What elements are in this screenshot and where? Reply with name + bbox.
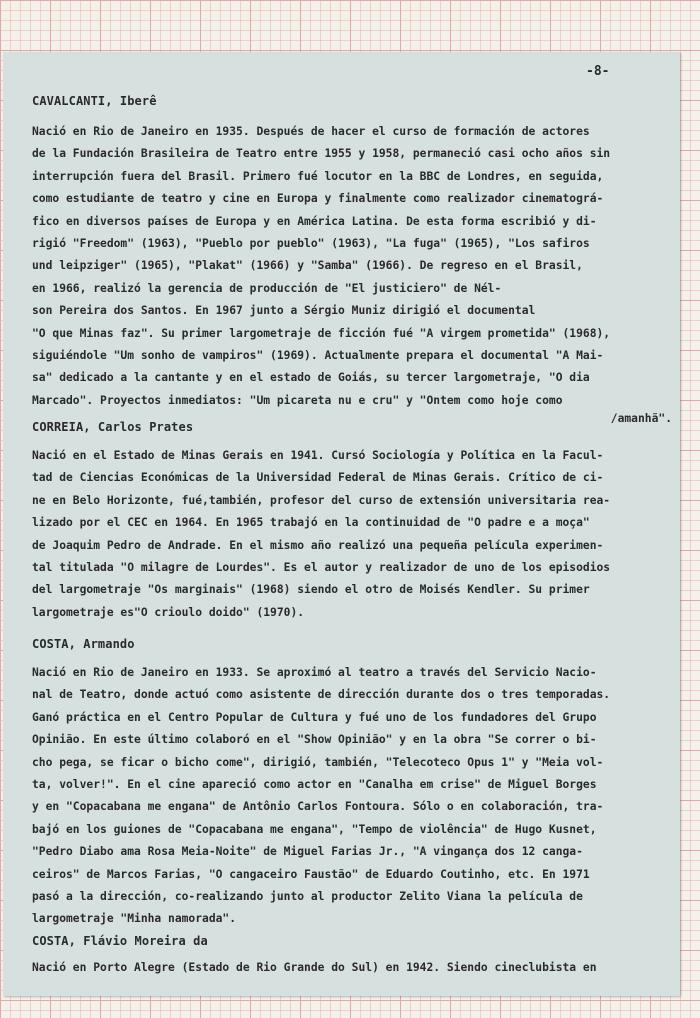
text-line: "Pedro Diabo ama Rosa Meia-Noite" de Miguel Farias Jr., "A vingança dos 12 canga- bbox=[32, 845, 583, 859]
text-line: como estudiante de teatro y cine en Europa y finalmente como realizador cinematográ- bbox=[32, 192, 604, 206]
entry-costa-armando bbox=[32, 636, 680, 931]
text-line: ne en Belo Horizonte, fué,también, profesor del curso de extensión universitaria rea- bbox=[32, 493, 611, 507]
text-line: tad de Ciencias Económicas de la Universidad Federal de Minas Gerais. Crítico de ci- bbox=[32, 471, 604, 485]
text-line: Opinião. En este último colaboró en el "Show Opinião" y en la obra "Se correr o bi- bbox=[32, 733, 597, 747]
text-line: "O que Minas faz". Su primer largometraje de ficción fué "A virgem prometida" (1968), bbox=[32, 326, 611, 340]
text-line: y en "Copacabana me engana" de Antônio Carlos Fontoura. Sólo o en colaboración, tra- bbox=[32, 800, 604, 814]
text-line: pasó a la dirección, co-realizando junto al productor Zelito Viana la película de bbox=[32, 890, 583, 904]
text-line: Nació en Rio de Janeiro en 1935. Después de hacer el curso de formación de actores bbox=[32, 125, 590, 138]
text-line: de Joaquim Pedro de Andrade. En el mismo año realizó una pequeña película experimen- bbox=[32, 538, 604, 552]
text-line: lizado por el CEC en 1964. En 1965 trabajó en la continuidad de "O padre e a moça" bbox=[32, 516, 590, 530]
text-line: ta, volver!". En el cine apareció como actor en "Canalha em crise" de Miguel Borges bbox=[32, 778, 597, 792]
text-line: son Pereira dos Santos. En 1967 junto a Sérgio Muniz dirigió el documental bbox=[32, 304, 536, 318]
entry-cavalcanti bbox=[32, 93, 680, 426]
text-line: rigió "Freedom" (1963), "Pueblo por pueblo" (1963), "La fuga" (1965), "Los safiros bbox=[32, 237, 590, 251]
text-line: /amanhã". bbox=[610, 412, 672, 426]
text-line: de la Fundación Brasileira de Teatro entre 1955 y 1958, permaneció casi ocho años sin bbox=[32, 147, 611, 161]
text-line: Ganó práctica en el Centro Popular de Cultura y fué uno de los fundadores del Grupo bbox=[32, 710, 597, 724]
entry-name: COSTA, Flávio Moreira da bbox=[32, 934, 208, 948]
text-line: Marcado". Proyectos inmediatos: "Um picareta nu e cru" y "Ontem como hoje como bbox=[32, 393, 563, 407]
text-line: en 1966, realizó la gerencia de producción de "El justiciero" de Nél- bbox=[32, 281, 502, 295]
page-number: -8- bbox=[586, 64, 610, 79]
typewritten-page bbox=[3, 52, 680, 996]
text-line: bajó en los guiones de "Copacabana me engana", "Tempo de violência" de Hugo Kusnet, bbox=[32, 822, 597, 836]
text-line: sa" dedicado a la cantante y en el estado de Goiás, su tercer largometraje, "O dia bbox=[32, 371, 590, 385]
text-line: interrupción fuera del Brasil. Primero fué locutor en la BBC de Londres, en seguida, bbox=[32, 169, 604, 183]
text-line: nal de Teatro, donde actuó como asistente de dirección durante dos o tres temporadas. bbox=[32, 688, 611, 702]
entry-name: CAVALCANTI, Iberê bbox=[32, 94, 157, 108]
entry-name: CORREIA, Carlos Prates bbox=[32, 420, 194, 434]
text-line: siguiéndole "Um sonho de vampiros" (1969). Actualmente prepara el documental "A Mai- bbox=[32, 349, 604, 363]
text-line: Nació en Porto Alegre (Estado de Rio Grande do Sul) en 1942. Siendo cineclubista en bbox=[32, 961, 597, 974]
entry-name: COSTA, Armando bbox=[32, 637, 135, 651]
entry-correia bbox=[32, 419, 680, 624]
text-line: Nació en el Estado de Minas Gerais en 1941. Cursó Sociología y Política en la Facul- bbox=[32, 449, 604, 462]
text-line: ceiros" de Marcos Farias, "O cangaceiro Faustão" de Eduardo Coutinho, etc. En 1971 bbox=[32, 867, 590, 881]
text-line: cho pega, se ficar o bicho come", dirigió, también, "Telecoteco Opus 1" y "Meia vol- bbox=[32, 755, 604, 769]
text-line: largometraje "Minha namorada". bbox=[32, 912, 237, 926]
entry-costa-flavio bbox=[32, 933, 680, 979]
text-line: Nació en Rio de Janeiro en 1933. Se aproximó al teatro a través del Servicio Nacio- bbox=[32, 666, 597, 679]
text-line: largometraje es"O crioulo doido" (1970). bbox=[32, 605, 305, 619]
text-line: und leipziger" (1965), "Plakat" (1966) y "Samba" (1966). De regreso en el Brasil, bbox=[32, 259, 583, 273]
text-line: del largometraje "Os marginais" (1968) siendo el otro de Moisés Kendler. Su primer bbox=[32, 583, 590, 597]
text-line: tal titulada "O milagre de Lourdes". Es el autor y realizador de uno de los episodios bbox=[32, 561, 611, 575]
text-line: fico en diversos países de Europa y en América Latina. De esta forma escribió y di- bbox=[32, 214, 597, 228]
